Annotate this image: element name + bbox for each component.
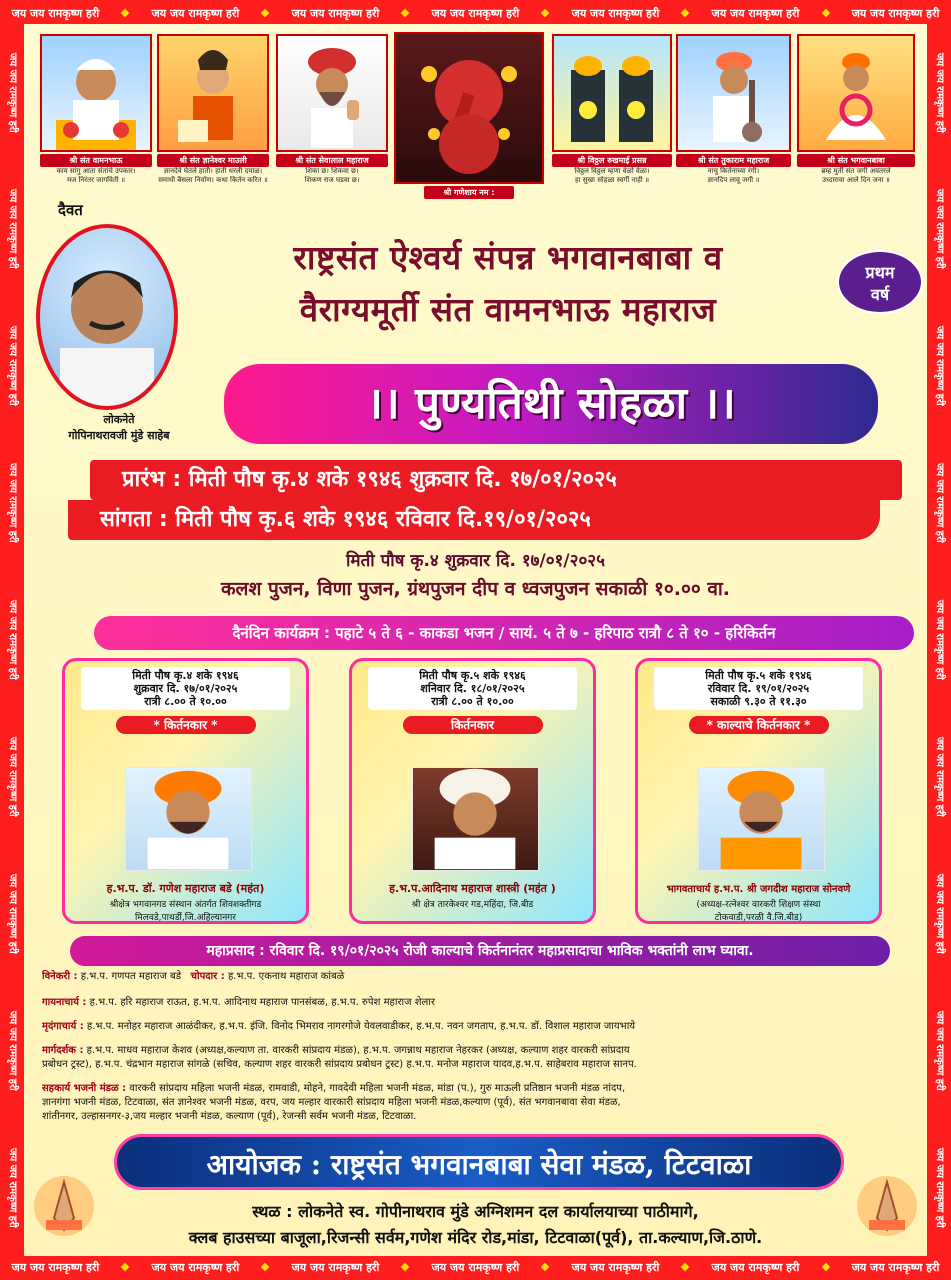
kirtankar-affiliation: (अध्यक्ष-रत्नेश्वर वारकरी शिक्षण संस्था: [696, 900, 821, 910]
diamond-icon: [401, 1263, 409, 1271]
border-chant: जय जय रामकृष्ण हरी: [7, 189, 18, 270]
kirtankar-affiliation: श्री क्षेत्र तारकेश्वर गड,महिंदा, जि.बीड: [411, 900, 534, 910]
credit-label: मृदंगाचार्य :: [42, 1021, 84, 1032]
credit-label: मार्गदर्शक :: [42, 1045, 84, 1056]
deity-name: श्री विठ्ठल रुखमाई प्रसन्न: [552, 154, 672, 167]
kirtan-date-box: [81, 667, 290, 710]
saint-portrait-icon: [676, 34, 791, 152]
deity-verse: समाधी बैसला निर्वाण। कथा किर्तन करित ॥: [158, 176, 268, 184]
deity-verse: विठ्ठल विठ्ठल म्हणा वेळो वेळा।: [574, 167, 650, 175]
border-chant: जय जय रामकृष्ण हरी: [7, 326, 18, 407]
credit-value: ज्ञानगंगा भजनी मंडळ, टिटवाळा, संत ज्ञानेश्वर भजनी मंडळ, वरप, जय मल्हार वारकारी सांप्रदाय महिला भजनी मंडळ,कल्याण (पूर्व), संत भगवानबावा सेवा मंडळ,: [42, 1097, 621, 1108]
diamond-icon: [541, 1263, 549, 1271]
deity-sevalal: [276, 34, 388, 185]
deity-verse: शिकण राज घडवा छ।: [304, 176, 360, 184]
kirtankar-name: ह.भ.प.आदिनाथ महाराज शास्त्री (महंत ): [389, 882, 556, 895]
border-chant: जय जय रामकृष्ण हरी: [7, 1010, 18, 1091]
border-chant: जय जय रामकृष्ण हरी: [7, 600, 18, 680]
poster-body: [24, 24, 927, 1256]
border-chant: जय जय रामकृष्ण हरी: [934, 736, 945, 817]
credits-mrudang-row: [42, 1020, 922, 1034]
start-date-band: प्रारंभ : मिती पौष कृ.४ शके १९४६ शुक्रवार दि. १७/०१/२०२५: [90, 460, 902, 500]
border-chant: जय जय रामकृष्ण हरी: [934, 189, 945, 270]
main-title-line1: राष्ट्रसंत ऐश्वर्य संपन्न भगवानबाबा व: [293, 238, 723, 277]
end-date-band: सांगता : मिती पौष कृ.६ शके १९४६ रविवार दि.१९/०१/२०२५: [68, 500, 880, 540]
kirtan-date: शुक्रवार दि. १७/०१/२०२५: [133, 682, 238, 695]
credit-value: ह.भ.प. हरि महाराज राऊत, ह.भ.प. आदिनाथ महाराज पानसंबळ, ह.भ.प. रुपेश महाराज शेलार: [89, 997, 435, 1008]
border-chant: जय जय रामकृष्ण हरी: [571, 6, 660, 20]
border-chant: जय जय रामकृष्ण हरी: [934, 463, 945, 543]
deity-name: श्री संत तुकाराम महाराज: [676, 154, 791, 167]
credit-value: ह.भ.प. गणपत महाराज बडे: [80, 971, 182, 982]
main-title-line2: वैराग्यमूर्ती संत वामनभाऊ महाराज: [299, 290, 717, 329]
diamond-icon: [821, 1263, 829, 1271]
venue-line2: क्लब हाउसच्या बाजूला,रिजन्सी सर्वम,गणेश मंदिर रोड,मांडा, टिटवाळा(पूर्व), ता.कल्याण,जि.ठाणे.: [188, 1228, 763, 1247]
credit-label: विनेकरी :: [42, 971, 78, 982]
deity-ganesha: [394, 32, 544, 199]
punyatithi-banner: ।। पुण्यतिथी सोहळा ।।: [224, 364, 878, 444]
deity-name: श्री संत ज्ञानेश्वर माउली: [157, 154, 269, 167]
deity-tukaram: [676, 34, 791, 185]
deity-verse: ज्ञानदेवे घेतले हाती। हाती धरली दयाळ।: [163, 167, 263, 175]
border-chant: जय जय रामकृष्ण हरी: [711, 1260, 800, 1274]
kirtan-card-1: [62, 658, 309, 924]
deity-verse: हा सुखा सोहळा स्वर्गी नाही ॥: [574, 176, 650, 184]
saint-portrait-icon: [157, 34, 269, 152]
daily-program-band: दैनंदिन कार्यक्रम : पहाटे ५ ते ६ - काकडा भजन / सायं. ५ ते ७ - हरिपाठ रात्रौ ८ ते १० - हरिकिर्तन: [94, 616, 914, 650]
kirtan-tithi: मिती पौष कृ.५ शके १९४६: [705, 669, 812, 682]
kirtankar-name: ह.भ.प. डॉ. गणेश महाराज बडे (महंत): [106, 882, 265, 895]
border-bottom: [0, 1256, 951, 1278]
credit-value: प्रबोधन ट्रस्ट), ह.भ.प. चंद्रभान महाराज सांगळे (सचिव, कल्याण शहर वारकरी सांप्रदाय प्रबोधन ट्रस्ट) ह.भ.प. मनोज महाराज यादव,ह.भ.प. साहेबराव महाराज सानप.: [42, 1059, 637, 1070]
kirtankar-label: * किर्तनकार *: [116, 716, 256, 734]
credits-vinekari-row: [42, 970, 922, 984]
deity-verse: काय सांगु आता संतांचे उपकार।: [56, 167, 136, 175]
organiser-band: आयोजक : राष्ट्रसंत भगवानबाबा सेवा मंडळ, टिटवाळा: [114, 1134, 844, 1190]
border-chant: जय जय रामकृष्ण हरी: [571, 1260, 660, 1274]
border-chant: जय जय रामकृष्ण हरी: [7, 873, 18, 954]
saint-portrait-icon: [40, 34, 152, 152]
border-right: [927, 24, 951, 1256]
leader-title: लोकनेते: [103, 413, 135, 426]
ganesha-icon: [394, 32, 544, 184]
border-chant: जय जय रामकृष्ण हरी: [711, 6, 800, 20]
first-year-badge: [837, 250, 923, 314]
kirtan-time: सकाळी ९.३० ते ११.३०: [710, 695, 807, 708]
border-chant: जय जय रामकृष्ण हरी: [7, 463, 18, 543]
border-chant: जय जय रामकृष्ण हरी: [11, 1260, 100, 1274]
kirtankar-name: भागवताचार्य ह.भ.प. श्री जगदीश महाराज सोनवणे: [666, 884, 851, 895]
credits-bhajan-row-cont: [42, 1096, 922, 1110]
badge-line: प्रथम: [865, 263, 895, 282]
credit-label: चोपदार :: [190, 971, 225, 982]
diamond-icon: [541, 9, 549, 17]
saint-portrait-icon: [276, 34, 388, 152]
leader-portrait-icon: [36, 224, 178, 410]
deity-verse: नाचु किर्तनाच्या रंगी।: [707, 167, 760, 175]
deity-verse: ब्रम्ह मुर्ती संत जगी अवतरले: [821, 167, 891, 175]
puja-date: मिती पौष कृ.४ शुक्रवार दि. १७/०१/२०२५: [346, 551, 605, 571]
border-chant: जय जय रामकृष्ण हरी: [7, 52, 18, 133]
credits-marg-row-cont: [42, 1058, 922, 1072]
kirtan-date-box: [654, 667, 863, 710]
kirtan-date-box: [368, 667, 577, 710]
deity-verse: मज निरंतर जागविती ॥: [66, 176, 126, 184]
credits-bhajan-row-cont: [42, 1110, 922, 1124]
puja-details: कलश पुजन, विणा पुजन, ग्रंथपुजन दीप व ध्वजपुजन सकाळी १०.०० वा.: [220, 578, 731, 600]
kirtankar-photo-icon: [412, 767, 539, 871]
border-chant: जय जय रामकृष्ण हरी: [431, 1260, 520, 1274]
credit-value: शांतीनगर, उल्हासनगर-३,जय मल्हार भजनी मंडळ, कल्याण (पूर्व), रेजन्सी सर्वम भजनी मंडळ, टिटवाळा.: [42, 1111, 417, 1122]
leader-name: गोपिनाथरावजी मुंडे साहेब: [68, 429, 170, 442]
deity-name: श्री गणेशाय नम :: [424, 186, 514, 199]
border-chant: जय जय रामकृष्ण हरी: [934, 873, 945, 954]
credits-gayan-row: [42, 996, 922, 1010]
border-top: [0, 2, 951, 24]
kirtan-tithi: मिती पौष कृ.४ शके १९४६: [132, 669, 239, 682]
border-chant: जय जय रामकृष्ण हरी: [934, 52, 945, 133]
kirtan-tithi: मिती पौष कृ.५ शके १९४६: [419, 669, 526, 682]
border-chant: जय जय रामकृष्ण हरी: [934, 600, 945, 680]
badge-line: वर्ष: [870, 285, 890, 304]
border-chant: जय जय रामकृष्ण हरी: [934, 1010, 945, 1091]
credit-value: ह.भ.प. मनोहर महाराज आळंदीकर, ह.भ.प. इंजि. विनोद भिमराव नागरगोजे येवलवाडीकर, ह.भ.प. नवन जगताप, ह.भ.प. डॉ. विशाल महाराज जायभाये: [86, 1021, 636, 1032]
kirtan-time: रात्री ८.०० ते १०.००: [431, 695, 514, 708]
diamond-icon: [261, 9, 269, 17]
credit-label: सहकार्य भजनी मंडळ :: [42, 1083, 127, 1094]
diamond-icon: [681, 9, 689, 17]
kirtan-card-3: [635, 658, 882, 924]
border-chant: जय जय रामकृष्ण हरी: [291, 6, 380, 20]
credit-label: गायनाचार्य :: [42, 997, 87, 1008]
credit-value: वारकरी सांप्रदाय महिला भजनी मंडळ, रामवाडी, मोहने, गावदेवी महिला भजनी मंडळ, मांडा (प.), गुरु माऊली प्रतिष्ठान भजनी मंडळ नांदप,: [129, 1083, 626, 1094]
deity-verse: शिका छ। शिकवा छ।: [305, 167, 359, 175]
kirtankar-affiliation: श्रीक्षेत्र भगवानगड संस्थान अंतर्गत शिवशक्तीगड: [109, 900, 262, 910]
kirtan-time: रात्री ८.०० ते १०.००: [144, 695, 227, 708]
diamond-icon: [261, 1263, 269, 1271]
kirtankar-label: किर्तनकार: [403, 716, 543, 734]
mahaprasad-band: महाप्रसाद : रविवार दि. १९/०१/२०२५ रोजी काल्याचे किर्तनानंतर महाप्रसादाचा भाविक भक्तांनी लाभ घ्यावा.: [70, 936, 890, 966]
diamond-icon: [121, 9, 129, 17]
border-chant: जय जय रामकृष्ण हरी: [151, 6, 240, 20]
diamond-icon: [401, 9, 409, 17]
diamond-icon: [121, 1263, 129, 1271]
deity-vitthal-rukhmai: [552, 34, 672, 185]
border-chant: जय जय रामकृष्ण हरी: [851, 1260, 940, 1274]
credit-value: ह.भ.प. माधव महाराज केशव (अध्यक्ष,कल्याण ता. वारकरी सांप्रदाय मंडळ), ह.भ.प. जगन्नाथ महाराज नेहरकर (अध्यक्ष, कल्याण शहर वारकरी सांप्रदाय: [86, 1045, 630, 1056]
border-chant: जय जय रामकृष्ण हरी: [7, 736, 18, 817]
credits-bhajan-row: [42, 1082, 922, 1096]
border-chant: जय जय रामकृष्ण हरी: [934, 326, 945, 407]
diamond-icon: [681, 1263, 689, 1271]
kirtankar-address: टोकवाडी,परळी वै.जि.बीड): [714, 913, 803, 923]
deity-bhagwanbaba: [797, 34, 915, 185]
border-chant: जय जय रामकृष्ण हरी: [934, 1147, 945, 1228]
deity-verse: ज्ञानदिप लावू जगी ॥: [707, 176, 760, 184]
diamond-icon: [821, 9, 829, 17]
venue-line1: स्थळ : लोकनेते स्व. गोपीनाथराव मुंडे अग्निशमन दल कार्यालयाच्या पाठीमागे,: [252, 1202, 699, 1221]
kirtan-card-2: [349, 658, 596, 924]
border-chant: जय जय रामकृष्ण हरी: [11, 6, 100, 20]
deity-name: श्री संत भगवानबाबा: [797, 154, 915, 167]
border-chant: जय जय रामकृष्ण हरी: [151, 1260, 240, 1274]
deity-verse: उध्दारावा आले दिन जना ॥: [822, 176, 890, 184]
kirtankar-photo-icon: [698, 767, 825, 871]
kirtankar-label: * काल्याचे किर्तनकार *: [689, 716, 829, 734]
deity-dnyaneshwar: [157, 34, 269, 185]
credits-marg-row: [42, 1044, 922, 1058]
vitthal-icon: [552, 34, 672, 152]
border-left: [0, 24, 24, 1256]
credit-value: ह.भ.प. एकनाथ महाराज कांबळे: [227, 971, 345, 982]
saint-portrait-icon: [797, 34, 915, 152]
daivat-label: दैवत: [58, 201, 83, 219]
kirtan-date: रविवार दि. १९/०१/२०२५: [707, 682, 810, 695]
border-chant: जय जय रामकृष्ण हरी: [7, 1147, 18, 1228]
kirtankar-address: मिलवडे,पाथर्डी,जि.अहिल्यानगर: [135, 913, 236, 923]
deity-vamanbhau: [40, 34, 152, 185]
deity-name: श्री संत वामनभाऊ: [40, 154, 152, 167]
border-chant: जय जय रामकृष्ण हरी: [851, 6, 940, 20]
border-chant: जय जय रामकृष्ण हरी: [291, 1260, 380, 1274]
kirtan-date: शनिवार दि. १८/०१/२०२५: [420, 682, 525, 695]
deity-name: श्री संत सेवालाल महाराज: [276, 154, 388, 167]
kirtankar-photo-icon: [125, 767, 252, 871]
border-chant: जय जय रामकृष्ण हरी: [431, 6, 520, 20]
